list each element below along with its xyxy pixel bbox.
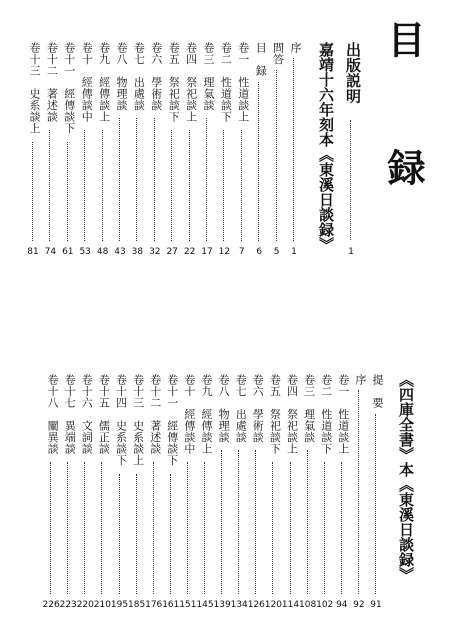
toc-entry bbox=[232, 0, 246, 638]
toc-entry-label: 卷十三 史系談上 bbox=[131, 374, 145, 466]
toc-entry bbox=[281, 0, 300, 638]
page-number: 32 bbox=[149, 247, 161, 257]
leader-dots bbox=[204, 462, 205, 594]
leader-dots bbox=[119, 474, 120, 594]
page-number: 6 bbox=[256, 247, 263, 257]
toc-entry-label: 卷十一 經傳談下 bbox=[62, 42, 76, 134]
page-number: 226 bbox=[42, 600, 60, 610]
leader-dots bbox=[341, 462, 342, 594]
leader-dots bbox=[358, 390, 359, 594]
leader-dots bbox=[221, 450, 222, 594]
toc-entry-label: 卷十六 文詞談 bbox=[80, 374, 94, 455]
page-number: 1 bbox=[348, 247, 354, 257]
toc-entry bbox=[316, 0, 335, 638]
toc-entry bbox=[44, 0, 58, 638]
leader-dots bbox=[324, 462, 325, 594]
toc-entry-label: 卷一 性道談上 bbox=[336, 374, 350, 455]
leader-dots bbox=[50, 462, 51, 594]
toc-entry-label: 卷十一 經傳談下 bbox=[165, 374, 179, 466]
page-number: 43 bbox=[114, 247, 126, 257]
toc-entry-label: 卷四 祭祀談上 bbox=[184, 42, 198, 123]
page-number: 27 bbox=[166, 247, 178, 257]
leader-dots bbox=[67, 462, 68, 594]
page-number: 94 bbox=[336, 600, 348, 610]
toc-entry bbox=[95, 0, 109, 638]
page-number: 220 bbox=[76, 600, 94, 610]
toc-entry bbox=[249, 0, 263, 638]
toc-entry-label: 卷五 祭祀談下 bbox=[167, 42, 181, 123]
leader-dots bbox=[136, 474, 137, 594]
page-number: 7 bbox=[238, 247, 245, 257]
section2-title: 《四庫全書》本《東溪日談録》 bbox=[397, 372, 415, 582]
toc-entry bbox=[130, 0, 144, 638]
toc-entry-label: 提 要 bbox=[371, 374, 384, 409]
toc-entry bbox=[26, 0, 40, 638]
page-number: 92 bbox=[353, 600, 365, 610]
toc-entry bbox=[179, 0, 198, 638]
toc-entry-label: 卷八 物理談 bbox=[217, 374, 231, 443]
page-number: 108 bbox=[299, 600, 317, 610]
toc-entry bbox=[78, 0, 92, 638]
page-number: 17 bbox=[201, 247, 213, 257]
toc-entry bbox=[335, 0, 349, 638]
page-number: 61 bbox=[62, 247, 74, 257]
toc-entry-label: 卷一 性道談上 bbox=[236, 42, 250, 123]
page-number: 48 bbox=[96, 247, 109, 257]
toc-entry-label: 卷七 出處談 bbox=[132, 42, 146, 111]
toc-entry bbox=[301, 0, 315, 638]
leader-dots bbox=[350, 120, 351, 240]
leader-dots bbox=[32, 142, 33, 241]
page-number: 223 bbox=[59, 600, 77, 610]
page-number: 91 bbox=[370, 600, 382, 610]
toc-entry bbox=[162, 0, 181, 638]
leader-dots bbox=[170, 474, 171, 594]
page-number: 126 bbox=[247, 600, 265, 610]
toc-entry bbox=[213, 0, 233, 638]
toc-entry bbox=[110, 0, 129, 638]
leader-dots bbox=[84, 462, 85, 594]
toc-entry bbox=[147, 0, 161, 638]
toc-entry-label: 序 bbox=[289, 42, 302, 54]
toc-entry-label: 卷五 祭祀談下 bbox=[268, 374, 282, 455]
toc-entry-label: 卷二 性道談下 bbox=[219, 42, 233, 123]
toc-entry bbox=[369, 0, 383, 638]
page-number: 114 bbox=[281, 600, 300, 610]
toc-entry bbox=[61, 0, 75, 638]
leader-dots bbox=[290, 462, 291, 594]
leader-dots bbox=[153, 462, 154, 594]
page-number: 151 bbox=[179, 600, 197, 610]
toc-entry-label: 卷九 經傳談上 bbox=[200, 374, 213, 455]
toc-entry-label: 卷十 經傳談中 bbox=[80, 42, 94, 123]
page-number: 120 bbox=[264, 600, 282, 610]
toc-entry-label: 卷三 理氣談 bbox=[202, 42, 215, 111]
toc-entry-label: 卷十三 史系談上 bbox=[28, 42, 41, 134]
page-number: 102 bbox=[316, 600, 334, 610]
toc-entry-label: 卷十二 著述談 bbox=[45, 42, 59, 123]
toc-entry-label: 卷二 性道談下 bbox=[319, 374, 333, 455]
toc-entry-label: 卷九 經傳談上 bbox=[97, 42, 111, 123]
page-number: 12 bbox=[218, 247, 231, 257]
toc-entry-label: 序 bbox=[353, 374, 367, 386]
page-number: 185 bbox=[128, 600, 146, 610]
toc-entry-label: 卷三 理氣談 bbox=[302, 374, 316, 443]
page-number: 176 bbox=[145, 600, 163, 610]
leader-dots bbox=[255, 450, 256, 594]
page-number: 5 bbox=[273, 247, 280, 257]
leader-dots bbox=[238, 450, 239, 594]
toc-entry-label: 卷八 物理談 bbox=[115, 42, 128, 111]
page-number: 81 bbox=[27, 247, 39, 257]
page-number: 161 bbox=[162, 600, 180, 610]
page-title: 目 録 bbox=[381, 20, 426, 212]
page-number: 139 bbox=[213, 600, 231, 610]
page-number: 53 bbox=[79, 247, 91, 257]
leader-dots bbox=[307, 450, 308, 594]
toc-entry bbox=[196, 0, 215, 638]
page-number: 74 bbox=[44, 247, 57, 257]
page-number: 1 bbox=[291, 247, 297, 257]
toc-entry-label: 卷十四 史系談下 bbox=[114, 374, 128, 466]
page-number: 145 bbox=[196, 600, 214, 610]
leader-dots bbox=[187, 462, 188, 594]
page-number: 38 bbox=[131, 247, 144, 257]
page-number: 195 bbox=[110, 600, 129, 610]
toc-entry-label: 卷六 學術談 bbox=[251, 374, 265, 443]
toc-entry-label: 卷十二 著述談 bbox=[148, 374, 162, 455]
front-title: 出版説明 bbox=[344, 42, 362, 104]
page-number: 22 bbox=[183, 247, 196, 257]
page-number: 210 bbox=[93, 600, 111, 610]
toc-entry-label: 問答 bbox=[271, 42, 285, 65]
toc-entry-label: 目 録 bbox=[254, 42, 268, 77]
page-number: 134 bbox=[230, 600, 248, 610]
leader-dots bbox=[375, 414, 376, 594]
toc-entry-label: 卷十 經傳談中 bbox=[182, 374, 196, 455]
toc-entry bbox=[266, 0, 280, 638]
toc-entry-label: 卷十八 闡異談 bbox=[46, 374, 60, 455]
toc-entry-label: 卷七 出處談 bbox=[234, 374, 248, 443]
toc-entry-label: 卷四 祭祀談上 bbox=[285, 374, 299, 455]
toc-entry-label: 卷十七 異端談 bbox=[63, 374, 77, 455]
leader-dots bbox=[272, 462, 273, 594]
toc-entry-label: 卷六 學術談 bbox=[149, 42, 163, 111]
leader-dots bbox=[101, 462, 102, 594]
section1-title: 嘉靖十六年刻本《東溪日談録》 bbox=[317, 42, 335, 252]
toc-entry bbox=[352, 0, 366, 638]
toc-entry-label: 卷十五 儒正談 bbox=[97, 374, 111, 455]
